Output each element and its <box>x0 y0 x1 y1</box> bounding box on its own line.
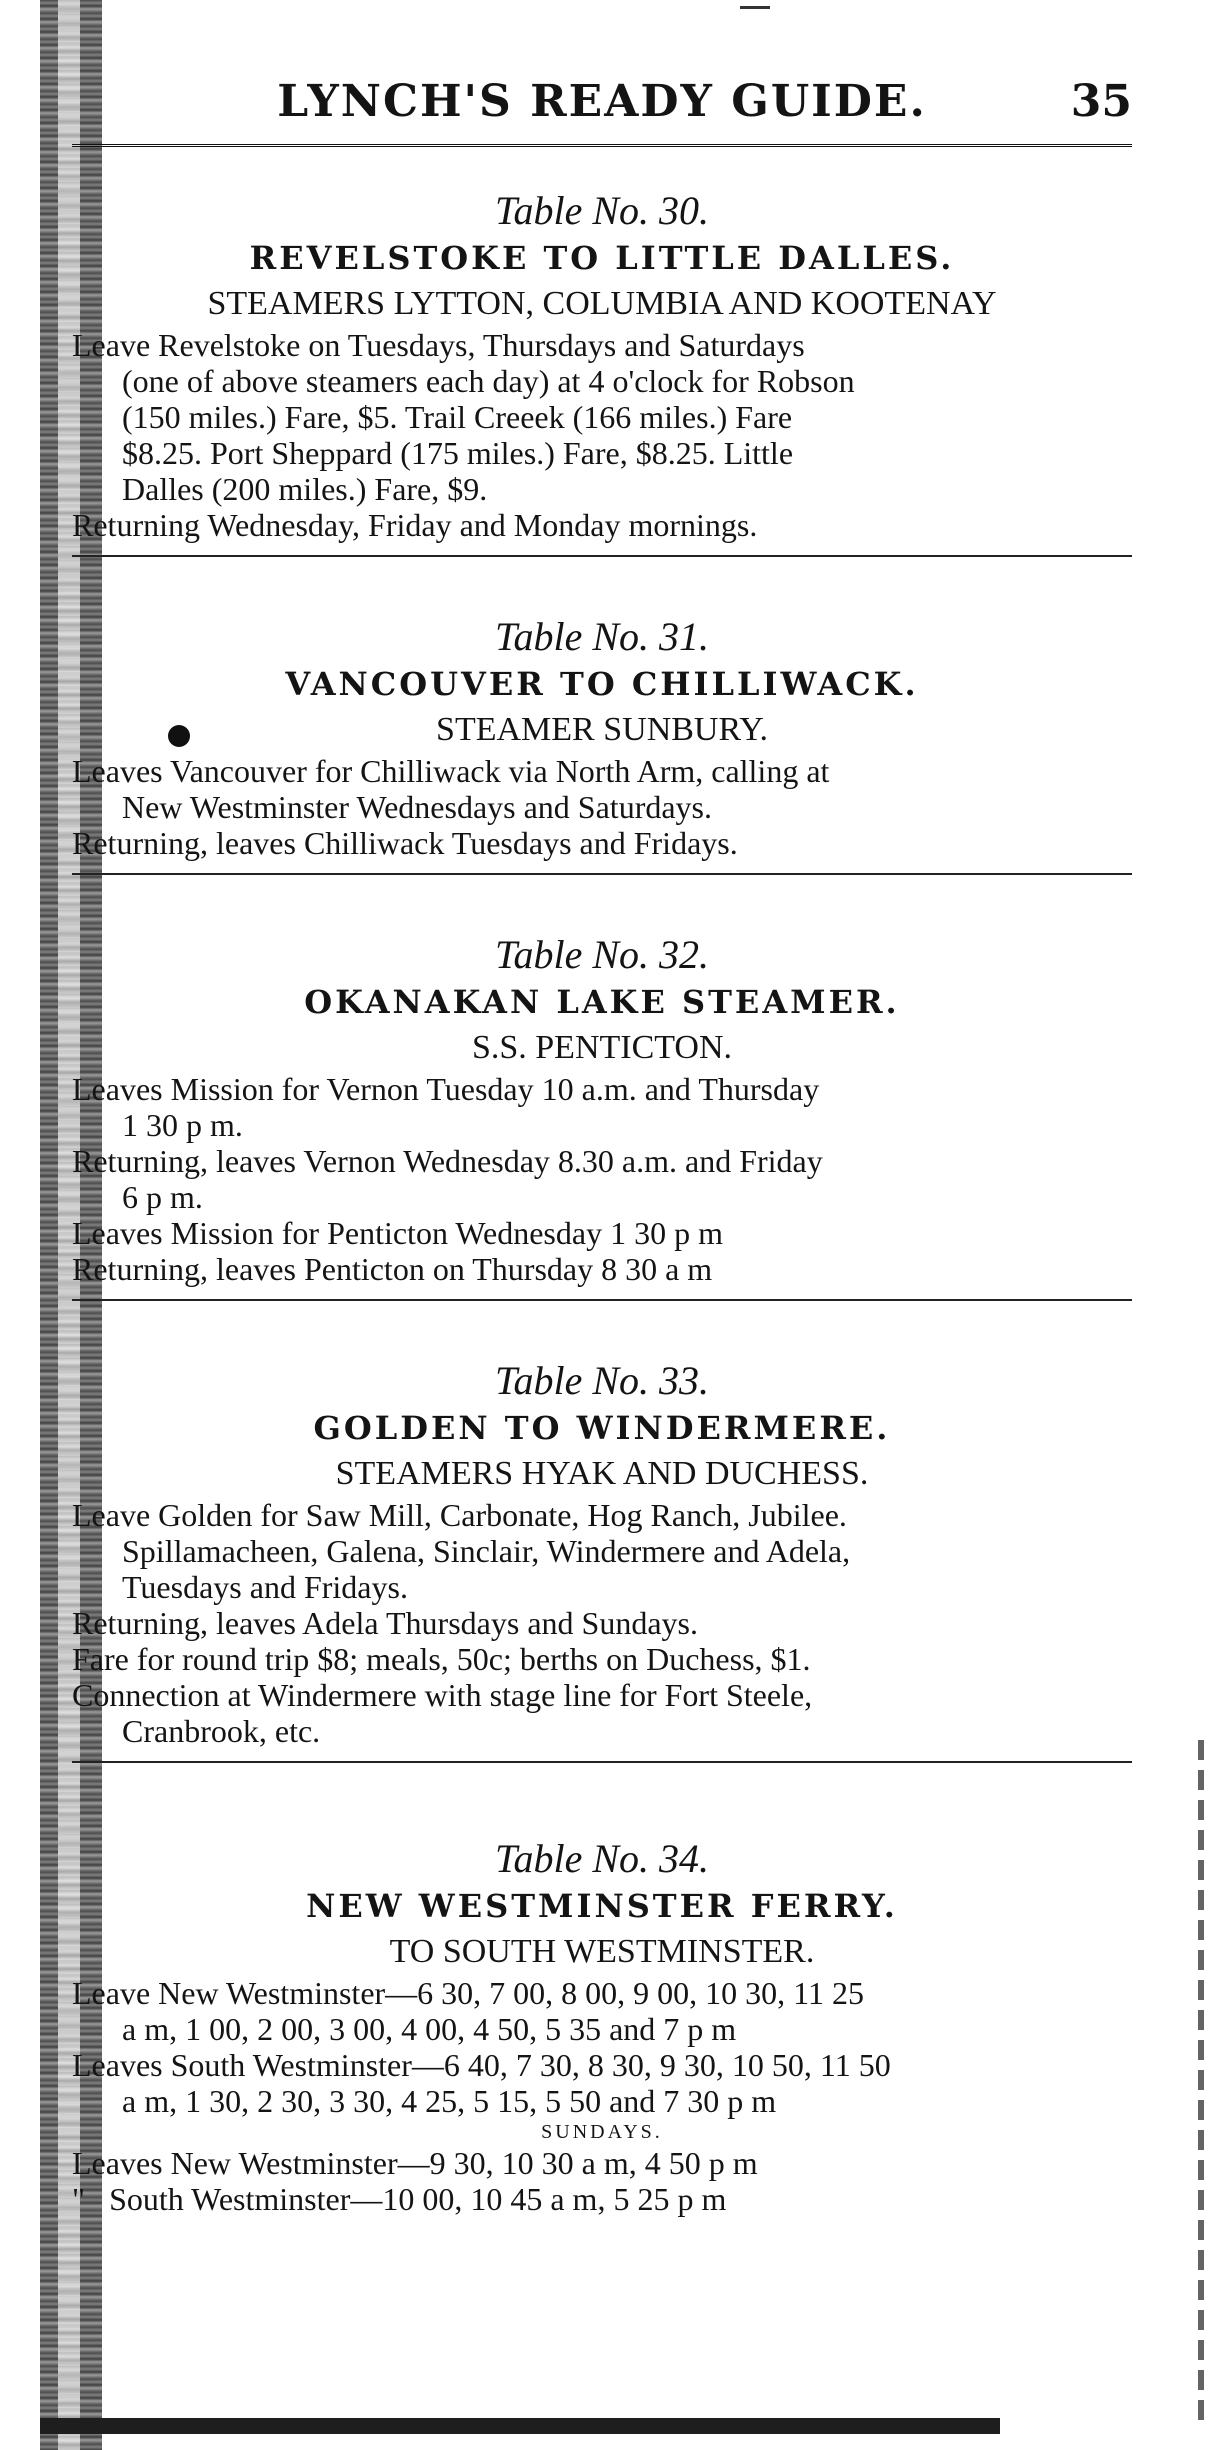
schedule-line: (150 miles.) Fare, $5. Trail Creeek (166 miles.) Fare <box>122 399 793 435</box>
scan-right-edge <box>1198 1740 1204 2420</box>
table-label: Table No. 30. <box>494 188 710 233</box>
schedule-line: Returning Wednesday, Friday and Monday mornings. <box>72 507 758 543</box>
vessel-name: STEAMERS LYTTON, COLUMBIA AND KOOTENAY <box>207 285 997 322</box>
schedule-line: Returning, leaves Adela Thursdays and Sundays. <box>72 1605 698 1641</box>
timetable-30 <box>72 147 1132 557</box>
schedule-line: Leaves Mission for Penticton Wednesday 1 30 p m <box>72 1215 723 1251</box>
schedule-line: (one of above steamers each day) at 4 o'clock for Robson <box>122 363 855 399</box>
page-header <box>72 60 1132 147</box>
timetable-32 <box>72 875 1132 1301</box>
scan-bottom-edge <box>40 2418 1000 2434</box>
schedule-line: Leaves South Westminster—6 40, 7 30, 8 30, 9 30, 10 50, 11 50 <box>72 2047 891 2083</box>
ink-speck <box>168 725 190 747</box>
schedule-line: Leaves New Westminster—9 30, 10 30 a m, 4 50 p m <box>72 2145 758 2181</box>
timetable-31 <box>72 557 1132 875</box>
route-title: VANCOUVER TO CHILLIWACK. <box>285 665 919 703</box>
schedule-line: a m, 1 30, 2 30, 3 30, 4 25, 5 15, 5 50 and 7 30 p m <box>122 2083 777 2119</box>
schedule-line: Returning, leaves Vernon Wednesday 8.30 a.m. and Friday <box>72 1143 823 1179</box>
table-label: Table No. 34. <box>494 1836 710 1881</box>
schedule-line: Connection at Windermere with stage line for Fort Steele, <box>72 1677 813 1713</box>
schedule-line: Leave New Westminster—6 30, 7 00, 8 00, 9 00, 10 30, 11 25 <box>72 1975 864 2011</box>
running-title: LYNCH'S READY GUIDE. <box>277 76 927 127</box>
schedule-line: Tuesdays and Fridays. <box>122 1569 408 1605</box>
vessel-name: TO SOUTH WESTMINSTER. <box>389 1933 815 1970</box>
schedule-line: 1 30 p m. <box>122 1107 243 1143</box>
route-title: NEW WESTMINSTER FERRY. <box>306 1887 898 1925</box>
page-number: 35 <box>1070 76 1132 127</box>
table-label: Table No. 31. <box>494 614 710 659</box>
schedule-line: New Westminster Wednesdays and Saturdays. <box>122 789 712 825</box>
schedule-line: Returning, leaves Penticton on Thursday 8 30 a m <box>72 1251 713 1287</box>
schedule-line: Leaves Mission for Vernon Tuesday 10 a.m. and Thursday <box>72 1071 820 1107</box>
schedule-line: $8.25. Port Sheppard (175 miles.) Fare, $8.25. Little <box>122 435 794 471</box>
schedule-line: Cranbrook, etc. <box>122 1713 321 1749</box>
route-title: OKANAKAN LAKE STEAMER. <box>304 983 900 1021</box>
scan-top-mark <box>740 6 770 9</box>
table-label: Table No. 33. <box>494 1358 710 1403</box>
schedule-line: " South Westminster—10 00, 10 45 a m, 5 25 p m <box>72 2181 727 2217</box>
schedule-line: Returning, leaves Chilliwack Tuesdays and Fridays. <box>72 825 738 861</box>
timetable-34 <box>72 1763 1132 2217</box>
vessel-name: STEAMERS HYAK AND DUCHESS. <box>335 1455 869 1492</box>
schedule-line: Leave Golden for Saw Mill, Carbonate, Hog Ranch, Jubilee. <box>72 1497 847 1533</box>
schedule-line: Leaves Vancouver for Chilliwack via North Arm, calling at <box>72 753 830 789</box>
route-title: GOLDEN TO WINDERMERE. <box>313 1409 891 1447</box>
table-label: Table No. 32. <box>494 932 710 977</box>
schedule-line: Leave Revelstoke on Tuesdays, Thursdays and Saturdays <box>72 327 805 363</box>
sundays-subheading: SUNDAYS. <box>541 2121 663 2143</box>
timetable-33 <box>72 1301 1132 1763</box>
schedule-line: Dalles (200 miles.) Fare, $9. <box>122 471 488 507</box>
route-title: REVELSTOKE TO LITTLE DALLES. <box>249 239 955 277</box>
schedule-line: Spillamacheen, Galena, Sinclair, Windermere and Adela, <box>122 1533 851 1569</box>
vessel-name: STEAMER SUNBURY. <box>436 711 768 748</box>
schedule-line: a m, 1 00, 2 00, 3 00, 4 00, 4 50, 5 35 and 7 p m <box>122 2011 737 2047</box>
schedule-line: 6 p m. <box>122 1179 203 1215</box>
vessel-name: S.S. PENTICTON. <box>471 1029 733 1066</box>
document-page <box>72 60 1132 2400</box>
schedule-line: Fare for round trip $8; meals, 50c; berths on Duchess, $1. <box>72 1641 811 1677</box>
